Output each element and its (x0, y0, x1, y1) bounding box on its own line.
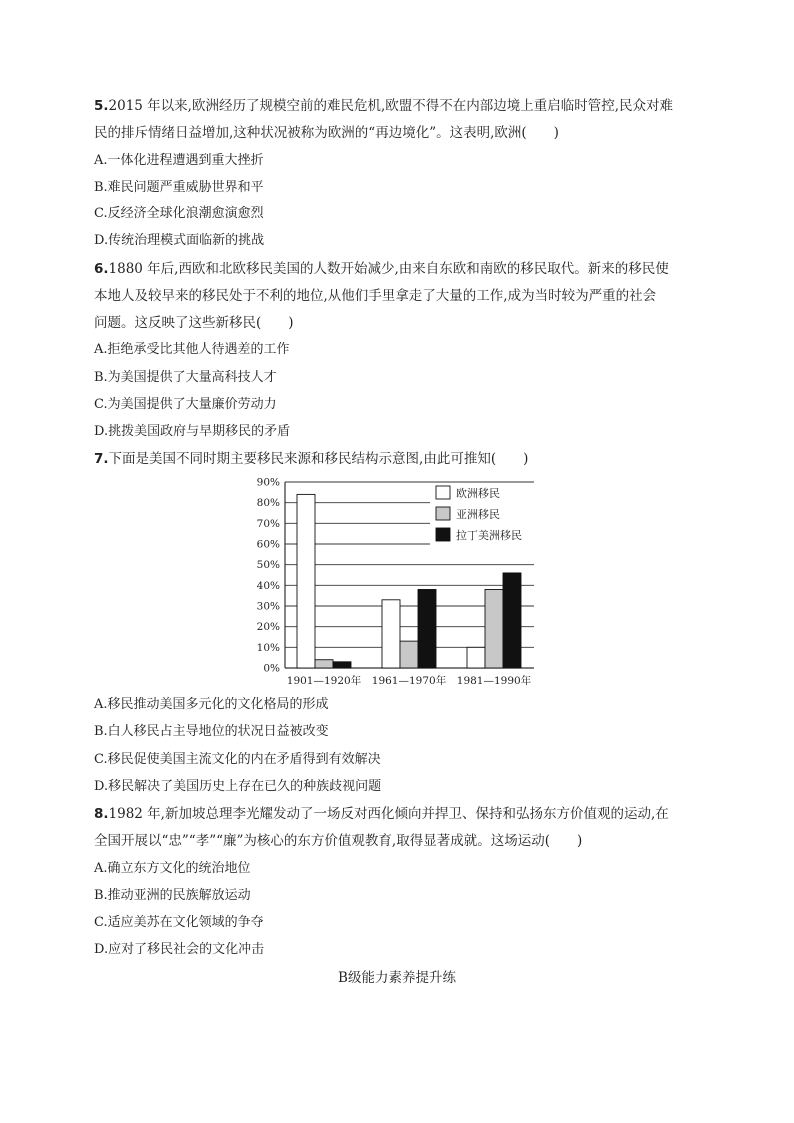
chart-x-tick-label: 1981—1990年 (456, 675, 532, 687)
q6-stem-line3: 问题。这反映了这些新移民( ) (94, 315, 294, 331)
q6-stem-line1 (94, 260, 669, 278)
q6-number: 6. (94, 261, 109, 277)
chart-legend-label: 拉丁美洲移民 (456, 529, 522, 542)
chart-y-tick-label: 60% (256, 538, 280, 551)
q7-option-b[interactable]: B.白人移民占主导地位的状况日益被改变 (94, 724, 329, 739)
section-title: B级能力素养提升练 (338, 970, 456, 986)
q7-option-d[interactable]: D.移民解决了美国历史上存在已久的种族歧视问题 (94, 779, 382, 794)
chart-legend-swatch (436, 486, 450, 499)
chart-bar (503, 573, 521, 668)
q5-option-b[interactable]: B.难民问题严重威胁世界和平 (94, 180, 264, 195)
chart-y-tick-label: 10% (256, 641, 280, 654)
chart-legend (430, 483, 534, 546)
chart-x-tick-label: 1901—1920年 (286, 675, 362, 687)
q5-text-line1: 2015 年以来,欧洲经历了规模空前的难民危机,欧盟不得不在内部边境上重启临时管控,民众对难 (108, 98, 674, 114)
q6-option-d[interactable]: D.挑拨美国政府与早期移民的矛盾 (94, 424, 291, 439)
chart-bar (297, 494, 315, 668)
q6-text-line1: 1880 年后,西欧和北欧移民美国的人数开始减少,由来自东欧和南欧的移民取代。新来的移民使 (108, 261, 669, 277)
chart-x-tick-label: 1961—1970年 (371, 675, 447, 687)
q7-option-a[interactable]: A.移民推动美国多元化的文化格局的形成 (94, 697, 329, 712)
q7-text-line1: 下面是美国不同时期主要移民来源和移民结构示意图,由此可推知( ) (108, 451, 529, 467)
q6-stem-line2: 本地人及较早来的移民处于不利的地位,从他们手里拿走了大量的工作,成为当时较为严重的社会 (94, 288, 657, 304)
chart-legend-label: 亚洲移民 (456, 508, 500, 521)
q5-option-a[interactable]: A.一体化进程遭遇到重大挫折 (94, 153, 264, 168)
chart-bar (418, 589, 436, 668)
q8-option-d[interactable]: D.应对了移民社会的文化冲击 (94, 942, 265, 957)
q7-option-c[interactable]: C.移民促使美国主流文化的内在矛盾得到有效解决 (94, 752, 381, 767)
q8-text-line1: 1982 年,新加坡总理李光耀发动了一场反对西化倾向并捍卫、保持和弘扬东方价值观的运动,在 (108, 806, 669, 822)
chart-y-tick-label: 80% (256, 497, 280, 510)
q5-stem-line1 (94, 97, 673, 115)
chart-y-tick-label: 70% (256, 517, 280, 530)
q8-option-a[interactable]: A.确立东方文化的统治地位 (94, 861, 251, 876)
chart-bar (382, 600, 400, 668)
q8-stem-line1 (94, 805, 669, 823)
chart-y-tick-label: 20% (256, 621, 280, 634)
q8-number: 8. (94, 806, 109, 822)
chart-y-tick-label: 50% (256, 559, 280, 572)
chart-y-tick-label: 0% (263, 662, 280, 675)
chart-legend-swatch (436, 507, 450, 520)
q6-option-c[interactable]: C.为美国提供了大量廉价劳动力 (94, 397, 277, 412)
immigration-bar-chart (250, 474, 550, 690)
q5-stem-line2: 民的排斥情绪日益增加,这种状况被称为欧洲的“再边境化”。这表明,欧洲( ) (94, 125, 559, 141)
q8-stem-line2: 全国开展以“忠”“孝”“廉”为核心的东方价值观教育,取得显著成就。这场运动( ) (94, 833, 583, 849)
q7-number: 7. (94, 451, 109, 467)
chart-y-tick-label: 40% (256, 579, 280, 592)
chart-y-tick-label: 90% (256, 476, 280, 489)
q5-option-c[interactable]: C.反经济全球化浪潮愈演愈烈 (94, 206, 264, 221)
q7-stem-line1 (94, 450, 528, 468)
chart-y-tick-labels (257, 477, 280, 675)
chart-y-tick-label: 30% (256, 600, 280, 613)
chart-legend-label: 欧洲移民 (456, 487, 500, 500)
q5-number: 5. (94, 98, 109, 114)
chart-bar (400, 641, 418, 668)
q8-option-b[interactable]: B.推动亚洲的民族解放运动 (94, 888, 251, 903)
q5-option-d[interactable]: D.传统治理模式面临新的挑战 (94, 233, 265, 248)
q6-option-a[interactable]: A.拒绝承受比其他人待遇差的工作 (94, 342, 290, 357)
q6-option-b[interactable]: B.为美国提供了大量高科技人才 (94, 370, 277, 385)
chart-bar (485, 589, 503, 668)
q8-option-c[interactable]: C.适应美苏在文化领域的争夺 (94, 915, 264, 930)
chart-bar (467, 647, 485, 668)
chart-legend-swatch (436, 528, 450, 541)
chart-x-tick-labels (287, 674, 532, 687)
chart-bar (333, 662, 351, 668)
chart-bar (315, 660, 333, 668)
